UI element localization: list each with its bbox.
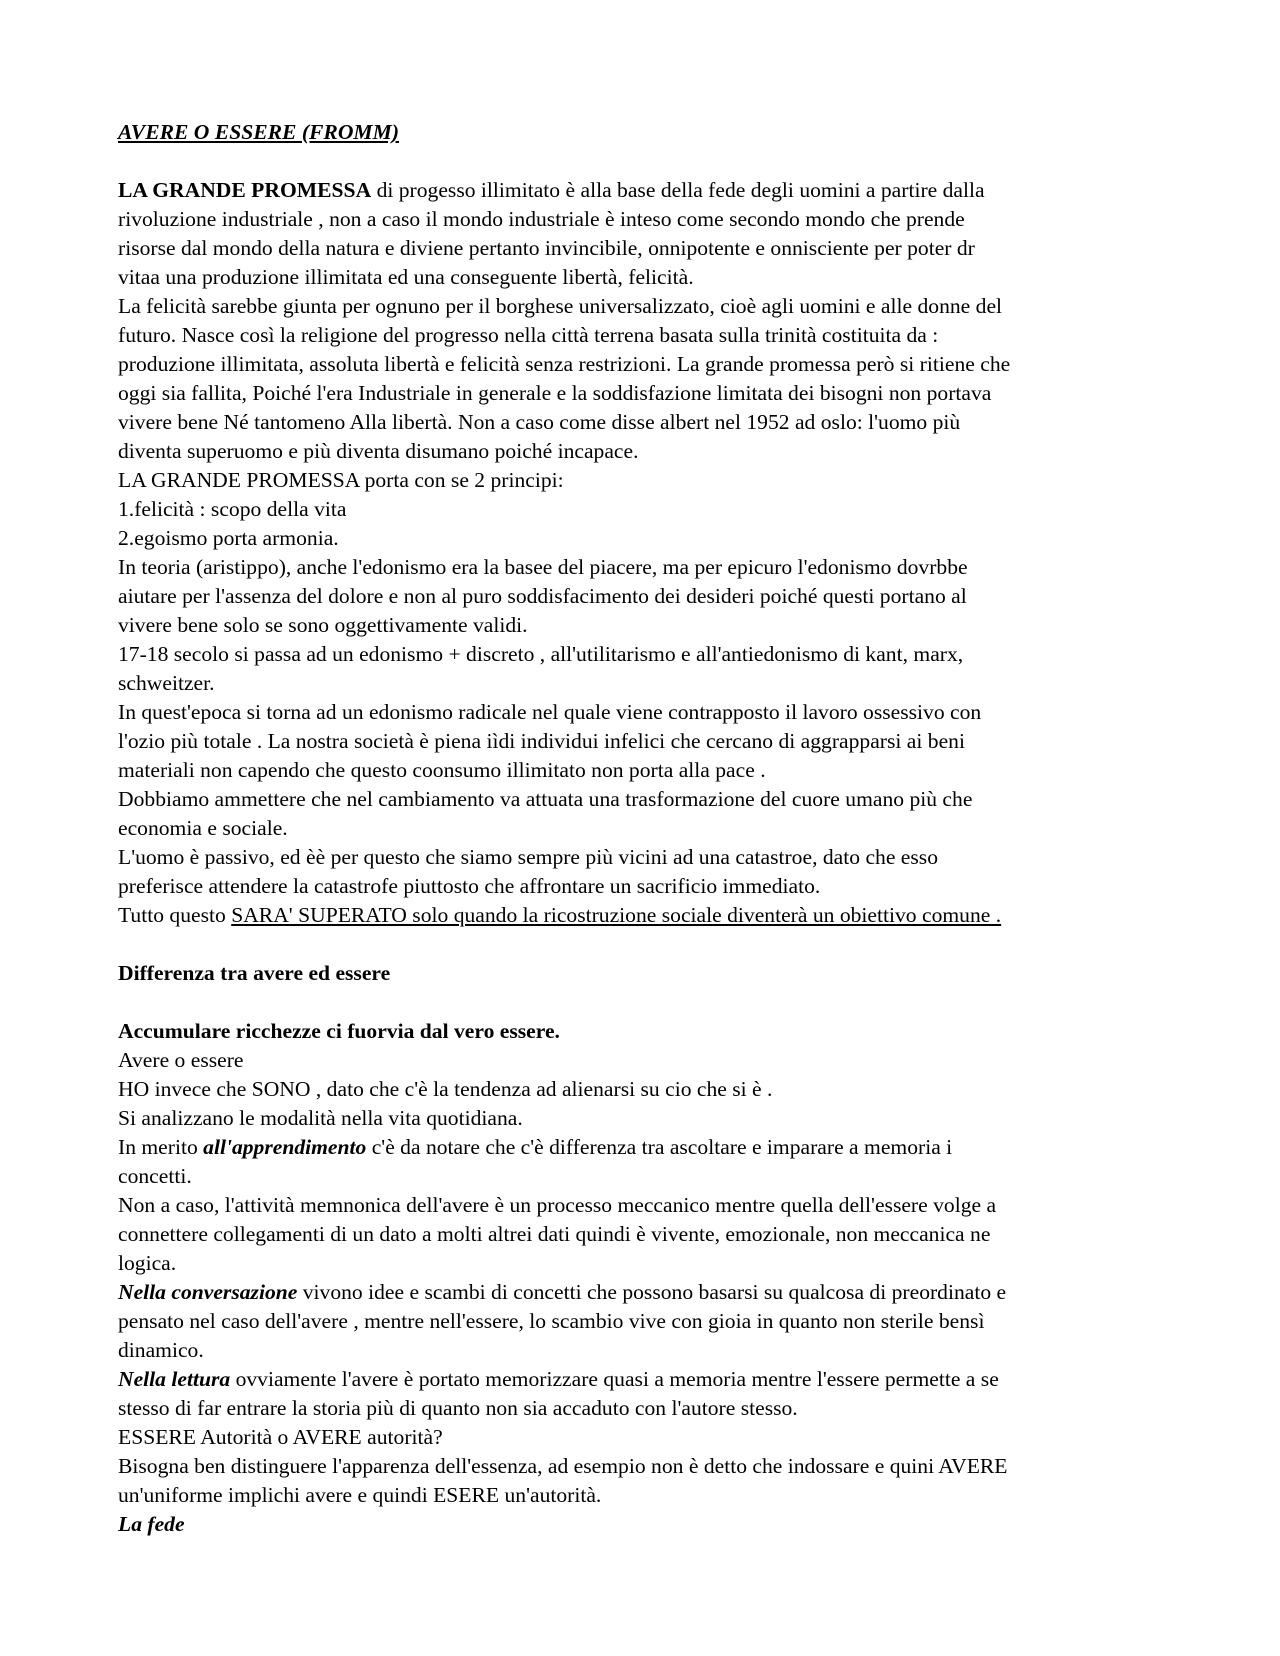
list-item: 2.egoismo porta armonia. <box>118 526 339 550</box>
paragraph-line: Non a caso, l'attività memnonica dell'avere è un processo meccanico mentre quella dell'essere volge a <box>118 1193 997 1217</box>
paragraph-line <box>118 176 1178 205</box>
paragraph-line: logica. <box>118 1251 177 1275</box>
paragraph-line: Bisogna ben distinguere l'apparenza dell'essenza, ad esempio non è detto che indossare e quini AVERE <box>118 1454 1008 1478</box>
paragraph-line <box>118 1365 1178 1394</box>
paragraph-line: un'uniforme implichi avere e quindi ESERE un'autorità. <box>118 1483 602 1507</box>
list-item: 1.felicità : scopo della vita <box>118 497 347 521</box>
paragraph-line: risorse dal mondo della natura e diviene pertanto invincibile, onnipotente e onnisciente per poter dr <box>118 236 975 260</box>
text-run: Tutto questo <box>118 903 232 927</box>
paragraph-line: produzione illimitata, assoluta libertà e felicità senza restrizioni. La grande promessa però si ritiene che <box>118 352 1011 376</box>
paragraph-line: 17-18 secolo si passa ad un edonismo + discreto , all'utilitarismo e all'antiedonismo di kant, marx, <box>118 642 964 666</box>
bold-lead: LA GRANDE PROMESSA <box>118 178 372 202</box>
paragraph-line: aiutare per l'assenza del dolore e non al puro soddisfacimento dei desideri poiché questi portano al <box>118 584 967 608</box>
paragraph-line: oggi sia fallita, Poiché l'era Industriale in generale e la soddisfazione limitata dei bisogni non portava <box>118 381 992 405</box>
paragraph-line: In quest'epoca si torna ad un edonismo radicale nel quale viene contrapposto il lavoro ossessivo con <box>118 700 982 724</box>
paragraph-line: La felicità sarebbe giunta per ognuno per il borghese universalizzato, cioè agli uomini e alle donne del <box>118 294 1003 318</box>
paragraph-line: economia e sociale. <box>118 816 288 840</box>
paragraph-line: rivoluzione industriale , non a caso il mondo industriale è inteso come secondo mondo che prende <box>118 207 965 231</box>
text-run: In merito <box>118 1135 204 1159</box>
paragraph-line: diventa superuomo e più diventa disumano poiché incapace. <box>118 439 639 463</box>
section-differenza <box>118 959 1178 1539</box>
paragraph-line: L'uomo è passivo, ed èè per questo che siamo sempre più vicini ad una catastroe, dato che esso <box>118 845 938 869</box>
paragraph-line: HO invece che SONO , dato che c'è la tendenza ad alienarsi su cio che si è . <box>118 1077 773 1101</box>
paragraph-line: LA GRANDE PROMESSA porta con se 2 principi: <box>118 468 564 492</box>
paragraph-line: concetti. <box>118 1164 192 1188</box>
paragraph-line: In teoria (aristippo), anche l'edonismo era la basee del piacere, ma per epicuro l'edonismo dovrbbe <box>118 555 968 579</box>
paragraph-line: pensato nel caso dell'avere , mentre nell'essere, lo scambio vive con gioia in quanto non sterile bensì <box>118 1309 985 1333</box>
document-title: AVERE O ESSERE (FROMM) <box>118 120 400 144</box>
paragraph-line: stesso di far entrare la storia più di quanto non sia accaduto con l'autore stesso. <box>118 1396 798 1420</box>
paragraph-line <box>118 901 1178 930</box>
section-subheading: Accumulare ricchezze ci fuorvia dal vero essere. <box>118 1019 560 1043</box>
section-heading: Differenza tra avere ed essere <box>118 961 391 985</box>
paragraph-line: connettere collegamenti di un dato a molti altrei dati quindi è vivente, emozionale, non meccanica ne <box>118 1222 991 1246</box>
section-grande-promessa <box>118 176 1178 930</box>
paragraph-line: vivere bene solo se sono oggettivamente validi. <box>118 613 528 637</box>
paragraph-line: l'ozio più totale . La nostra società è piena iìdi individui infelici che cercano di aggrapparsi ai beni <box>118 729 965 753</box>
underlined-text: SARA' SUPERATO solo quando la ricostruzione sociale diventerà un obiettivo comune . <box>231 903 1002 927</box>
document-page <box>118 118 1178 1539</box>
paragraph-line: futuro. Nasce così la religione del progresso nella città terrena basata sulla trinità costituita da : <box>118 323 939 347</box>
paragraph-line: preferisce attendere la catastrofe piuttosto che affrontare un sacrificio immediato. <box>118 874 821 898</box>
paragraph-line: dinamico. <box>118 1338 204 1362</box>
text-run: ovviamente l'avere è portato memorizzare quasi a memoria mentre l'essere permette a se <box>230 1367 999 1391</box>
subsection-heading: La fede <box>118 1512 185 1536</box>
paragraph-line: vivere bene Né tantomeno Alla libertà. Non a caso come disse albert nel 1952 ad oslo: l'uomo più <box>118 410 961 434</box>
paragraph-line: vitaa una produzione illimitata ed una conseguente libertà, felicità. <box>118 265 694 289</box>
bold-italic-term: Nella lettura <box>118 1367 231 1391</box>
paragraph-line <box>118 1278 1178 1307</box>
bold-italic-term: all'apprendimento <box>203 1135 367 1159</box>
paragraph-line: Dobbiamo ammettere che nel cambiamento va attuata una trasformazione del cuore umano più che <box>118 787 973 811</box>
paragraph-line: ESSERE Autorità o AVERE autorità? <box>118 1425 443 1449</box>
paragraph-line: Si analizzano le modalità nella vita quotidiana. <box>118 1106 523 1130</box>
paragraph-line: schweitzer. <box>118 671 215 695</box>
blank-line <box>118 988 1178 1017</box>
blank-line <box>118 147 1178 176</box>
paragraph-line: materiali non capendo che questo coonsumo illimitato non porta alla pace . <box>118 758 766 782</box>
text-run: c'è da notare che c'è differenza tra ascoltare e imparare a memoria i <box>366 1135 953 1159</box>
paragraph-line <box>118 1133 1178 1162</box>
text-run: vivono idee e scambi di concetti che possono basarsi su qualcosa di preordinato e <box>297 1280 1007 1304</box>
text-run: di progesso illimitato è alla base della fede degli uomini a partire dalla <box>371 178 985 202</box>
bold-italic-term: Nella conversazione <box>118 1280 298 1304</box>
blank-line <box>118 930 1178 959</box>
paragraph-line: Avere o essere <box>118 1048 244 1072</box>
